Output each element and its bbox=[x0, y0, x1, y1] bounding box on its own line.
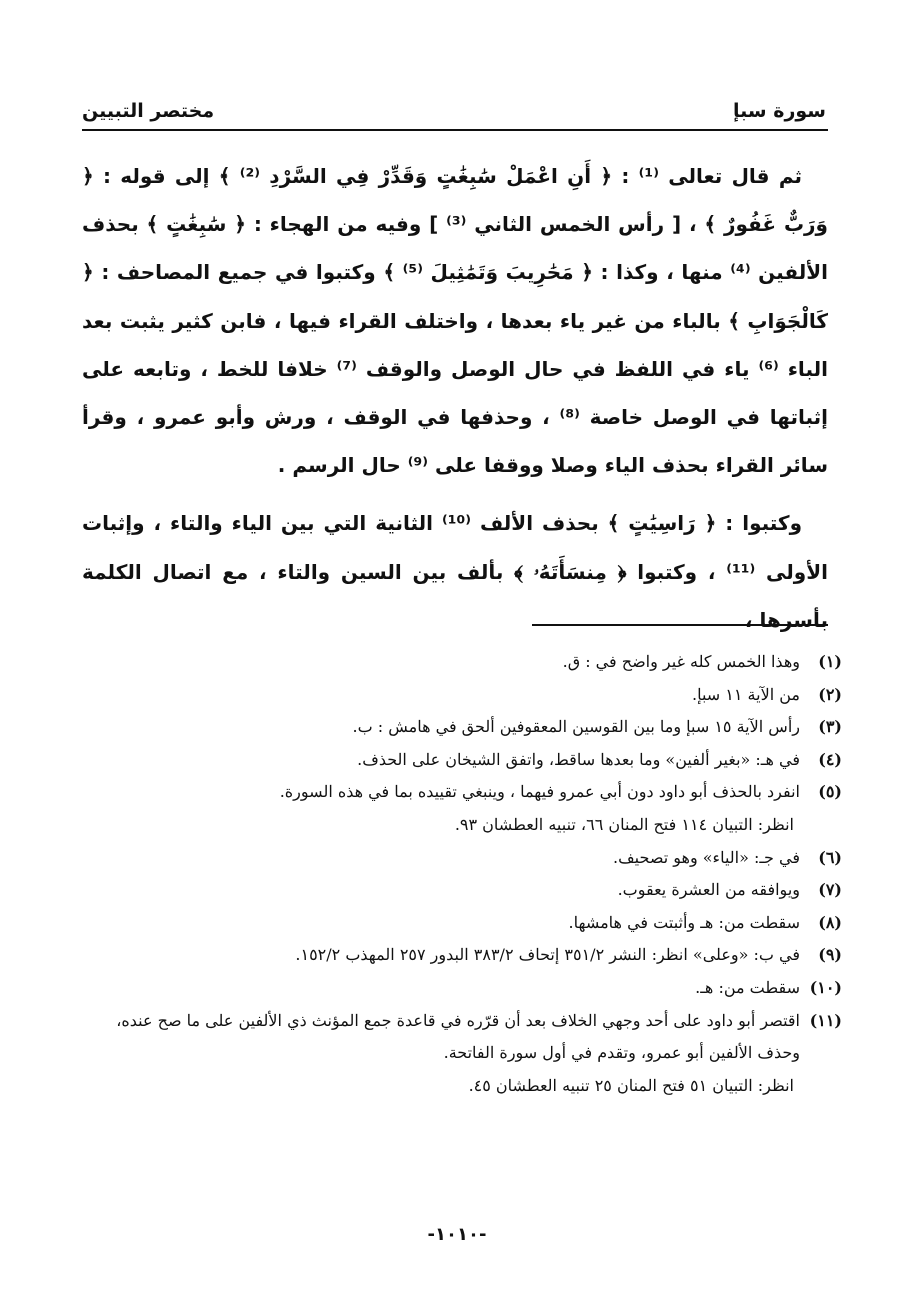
footnote bbox=[82, 972, 842, 1005]
footnote-number: (٧) bbox=[818, 880, 842, 900]
footnote-text: في ب: «وعلى» انظر: النشر ٣٥١/٢ إتحاف ٣٨٣/٢ البدور ٢٥٧ المهذب ١٥٢/٢. bbox=[295, 945, 800, 965]
surah-title: سورة سبإ bbox=[733, 100, 826, 122]
footnote-number: (٥) bbox=[818, 782, 842, 802]
footnote-reference: انظر: التبيان ١١٤ فتح المنان ٦٦، تنبيه العطشان ٩٣. bbox=[454, 814, 794, 834]
header-divider bbox=[82, 129, 828, 131]
footnote-text: وهذا الخمس كله غير واضح في : ق. bbox=[562, 652, 800, 671]
footnotes bbox=[82, 646, 842, 1102]
footnote bbox=[82, 939, 842, 972]
footnote-number: (٩) bbox=[818, 945, 842, 965]
page-number: -١٠١٠- bbox=[427, 1224, 487, 1245]
footnote-text: رأس الآية ١٥ سبإ وما بين القوسين المعقوفين ألحق في هامش : ب. bbox=[352, 717, 800, 737]
footnote-text: ويوافقه من العشرة يعقوب. bbox=[617, 880, 800, 900]
footnote-number: (٤) bbox=[818, 749, 842, 769]
running-header bbox=[82, 86, 826, 122]
footnote bbox=[82, 842, 842, 875]
footnote bbox=[82, 907, 842, 940]
footnote-number: (١٠) bbox=[809, 977, 842, 997]
footnote bbox=[82, 776, 842, 809]
footnote-number: (١١) bbox=[809, 1010, 842, 1030]
footnote-text: سقطت من: هـ. bbox=[695, 977, 800, 997]
footnote bbox=[82, 1005, 842, 1070]
footnote-number: (٦) bbox=[818, 847, 842, 867]
footnote-reference: انظر: التبيان ٥١ فتح المنان ٢٥ تنبيه العطشان ٤٥. bbox=[468, 1075, 794, 1095]
paragraph: ثم قال تعالى ⁽¹⁾ : ﴿ أَنِ اعْمَلْ سَٰبِغَٰتٍ وَقَدِّرْ فِي السَّرْدِ ⁽²⁾ ﴾ إلى قوله : ﴿ وَرَبٌّ غَفُورٌ ﴾ ، [ رأس الخمس الثاني ⁽³⁾ ] وفيه من الهجاء : ﴿ سَٰبِغَٰتٍ ﴾ بحذف الألفين ⁽⁴⁾ منها ، وكذا : ﴿ مَحَٰرِيبَ وَتَمَٰثِيلَ ⁽⁵⁾ ﴾ وكتبوا في جميع المصاحف : ﴿ كَالْجَوَابِ ﴾ بالباء من غير ياء بعدها ، واختلف القراء فيها ، فابن كثير يثبت بعد الباء ⁽⁶⁾ ياء في اللفظ في حال الوصل والوقف ⁽⁷⁾ خلافا للخط ، وتابعه على إثباتها في الوصل خاصة ⁽⁸⁾ ، وحذفها في الوقف ، ورش وأبو عمرو ، وقرأ سائر القراء بحذف الياء وصلا ووقفا على ⁽⁹⁾ حال الرسم . bbox=[82, 164, 828, 478]
footnote bbox=[82, 646, 842, 679]
footnote-text: سقطت من: هـ وأثبتت في هامشها. bbox=[568, 912, 800, 932]
footnote-number: (٢) bbox=[818, 684, 842, 704]
footnote-text: في جـ: «الياء» وهو تصحيف. bbox=[613, 847, 800, 867]
footnote bbox=[82, 744, 842, 777]
book-title: مختصر التبيين bbox=[82, 100, 215, 122]
footnote-text: انفرد بالحذف أبو داود دون أبي عمرو فيهما ، وينبغي تقييده بما في هذه السورة. bbox=[279, 782, 800, 802]
footnote-text: من الآية ١١ سبإ. bbox=[692, 684, 800, 704]
footnote-number: (٨) bbox=[818, 912, 842, 932]
footnote-text: في هـ: «بغير ألفين» وما بعدها ساقط، واتفق الشيخان على الحذف. bbox=[357, 749, 800, 769]
main-text bbox=[82, 152, 828, 644]
footnote-divider bbox=[532, 624, 828, 626]
footnote-number: (١) bbox=[818, 652, 842, 671]
paragraph: وكتبوا : ﴿ رَاسِيَٰتٍ ﴾ بحذف الألف ⁽¹⁰⁾ الثانية التي بين الياء والتاء ، وإثبات الأولى ⁽¹¹⁾ ، وكتبوا ﴿ مِنسَأَتَهُۥ ﴾ بألف بين السين والتاء ، مع اتصال الكلمة بأسرها ، bbox=[82, 511, 828, 632]
footnote bbox=[82, 679, 842, 712]
footnote-text: اقتصر أبو داود على أحد وجهي الخلاف بعد أن قرّره في قاعدة جمع المؤنث ذي الألفين على ما صح عنده، وحذف الألفين أبو عمرو، وتقدم في أول سورة الفاتحة. bbox=[116, 1010, 800, 1063]
footnote-number: (٣) bbox=[818, 717, 842, 737]
footnote bbox=[82, 711, 842, 744]
footnote bbox=[82, 874, 842, 907]
